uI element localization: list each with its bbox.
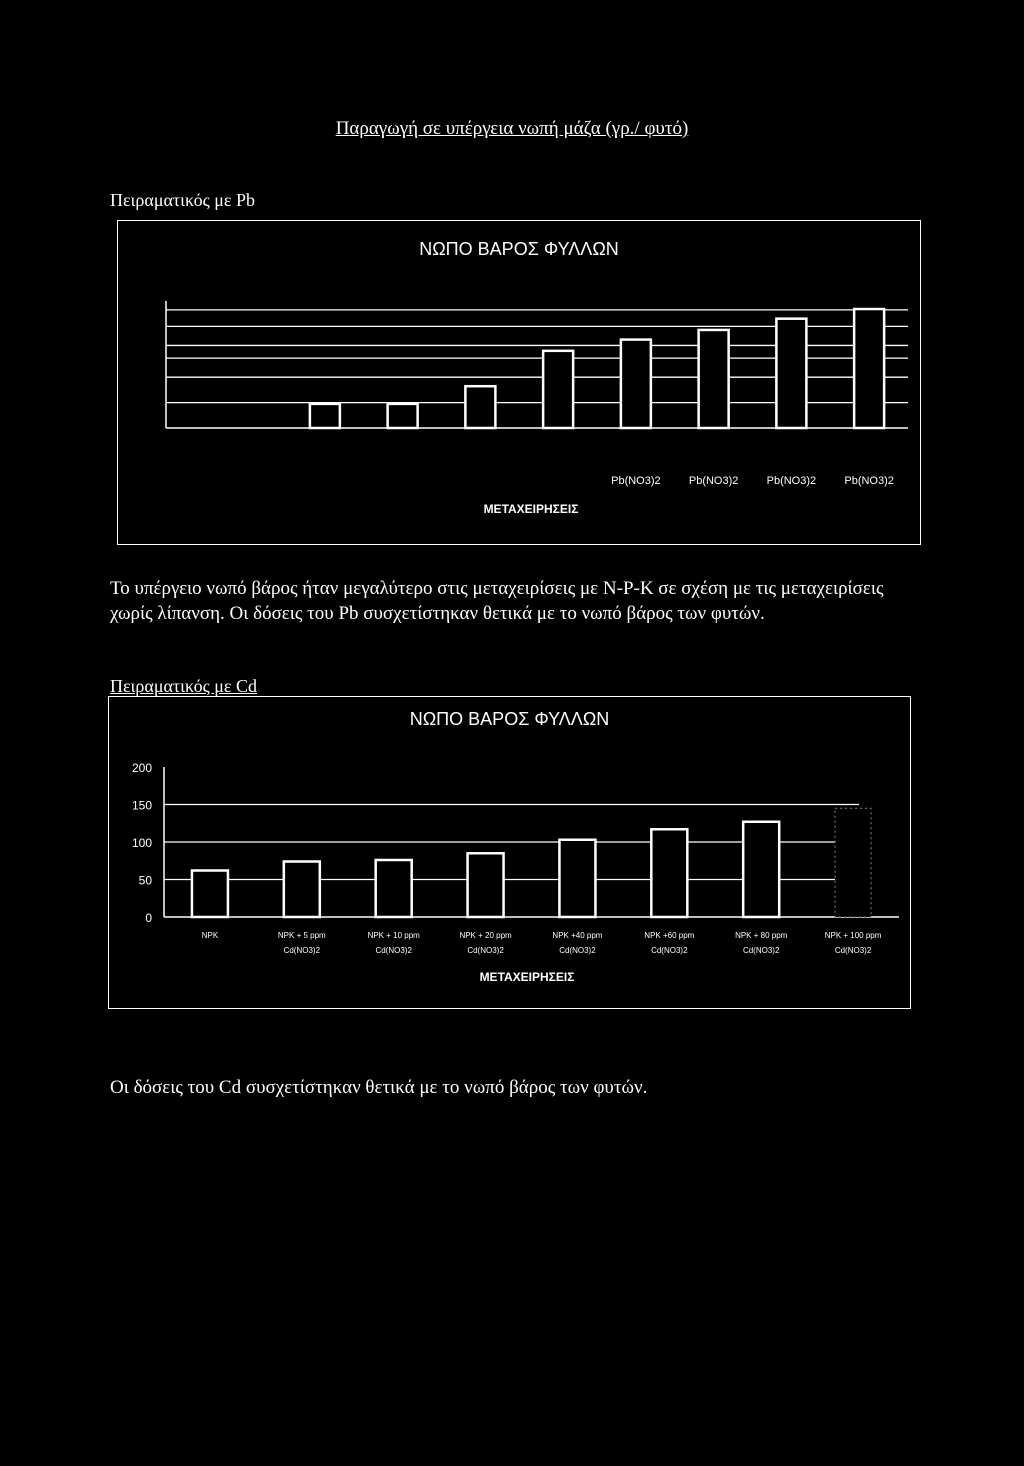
bar bbox=[743, 822, 779, 917]
x-tick-label: Pb(NO3)2 bbox=[688, 475, 739, 487]
pb-chart-title: ΝΩΠΟ ΒΑΡΟΣ ΦΥΛΛΩΝ bbox=[419, 239, 619, 259]
section-label-pb: Πειραματικός με Pb bbox=[110, 190, 255, 210]
bar bbox=[699, 330, 729, 428]
x-axis-label: ΜΕΤΑΧΕΙΡΗΣΕΙΣ bbox=[483, 502, 579, 516]
pb-bar-chart bbox=[118, 221, 920, 544]
bar bbox=[388, 404, 418, 428]
bar bbox=[376, 860, 412, 917]
cd-chart-panel bbox=[108, 696, 911, 1009]
y-tick-label: 50 bbox=[138, 873, 152, 888]
x-tick-label: Pb(NO3)2 bbox=[611, 475, 661, 487]
bar bbox=[284, 862, 320, 918]
y-tick-label: 200 bbox=[131, 761, 152, 775]
y-tick-label: 150 bbox=[131, 798, 152, 813]
x-tick-label: Cd(NO3)2 bbox=[467, 946, 504, 955]
x-tick-label: NPK +60 ppm bbox=[644, 931, 695, 940]
cd-paragraph: Οι δόσεις του Cd συσχετίστηκαν θετικά με το νωπό βάρος των φυτών. bbox=[110, 1077, 648, 1098]
x-tick-label: NPK + 80 ppm bbox=[735, 931, 788, 940]
bar bbox=[543, 351, 573, 428]
x-axis-label: ΜΕΤΑΧΕΙΡΗΣΕΙΣ bbox=[479, 970, 575, 984]
x-tick-label: Cd(NO3)2 bbox=[283, 946, 321, 955]
bar bbox=[776, 319, 806, 428]
cd-chart-title: ΝΩΠΟ ΒΑΡΟΣ ΦΥΛΛΩΝ bbox=[409, 709, 610, 729]
section-label-cd: Πειραματικός με Cd bbox=[110, 676, 257, 696]
bar bbox=[310, 404, 340, 428]
bar bbox=[835, 808, 871, 917]
cd-bar-chart bbox=[109, 697, 910, 1008]
x-tick-label: NPK + 100 ppm bbox=[824, 931, 882, 940]
pb-chart-panel bbox=[117, 220, 921, 545]
bar bbox=[192, 871, 228, 918]
x-tick-label: Cd(NO3)2 bbox=[375, 946, 412, 955]
bar bbox=[468, 853, 504, 917]
y-tick-label: 100 bbox=[131, 836, 152, 850]
page-heading: Παραγωγή σε υπέργεια νωπή μάζα (γρ./ φυτό) bbox=[335, 118, 689, 139]
x-tick-label: NPK + 20 ppm bbox=[459, 931, 512, 940]
bar bbox=[559, 840, 595, 917]
x-tick-label: Cd(NO3)2 bbox=[834, 946, 872, 955]
bar bbox=[621, 340, 651, 428]
bar bbox=[651, 829, 687, 917]
x-tick-label: Cd(NO3)2 bbox=[742, 946, 780, 955]
x-tick-label: Cd(NO3)2 bbox=[559, 946, 596, 955]
pb-paragraph: Το υπέργειο νωπό βάρος ήταν μεγαλύτερο στις μεταχειρίσεις με N-P-K σε σχέση με τις μεταχειρίσεις χωρίς λίπανση. Οι δόσεις του Pb συσχετίστηκαν θετικά με το νωπό βάρος των φυτών. bbox=[110, 578, 884, 624]
bar bbox=[854, 309, 884, 428]
x-tick-label: NPK + 10 ppm bbox=[367, 931, 420, 940]
y-tick-label: 0 bbox=[145, 911, 152, 925]
x-tick-label: NPK + 5 ppm bbox=[277, 931, 326, 940]
bar bbox=[465, 386, 495, 428]
x-tick-label: NPK bbox=[201, 931, 219, 940]
x-tick-label: Pb(NO3)2 bbox=[844, 475, 894, 487]
x-tick-label: Cd(NO3)2 bbox=[651, 946, 688, 955]
x-tick-label: NPK +40 ppm bbox=[552, 931, 603, 940]
x-tick-label: Pb(NO3)2 bbox=[766, 475, 817, 487]
